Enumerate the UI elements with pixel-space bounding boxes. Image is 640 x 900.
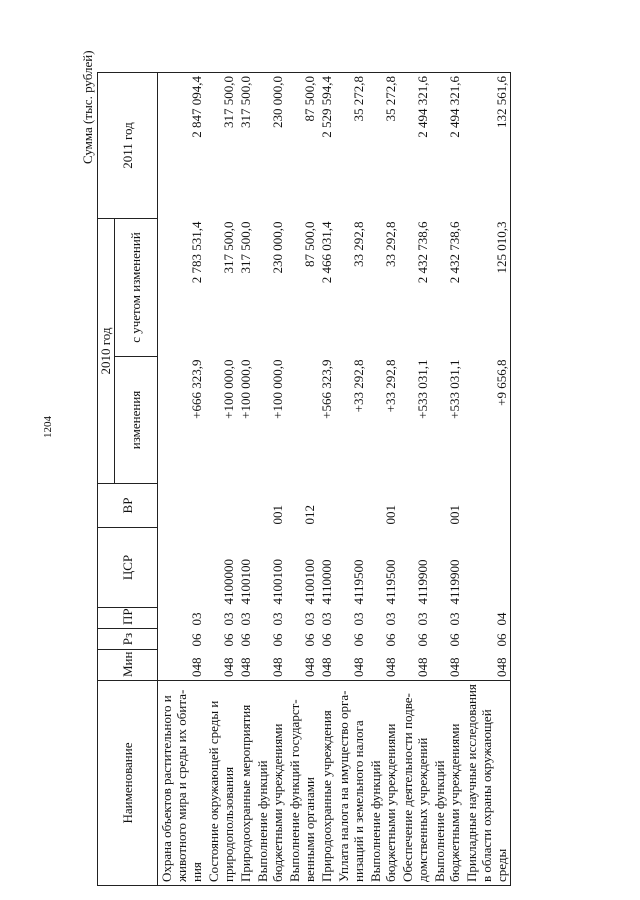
row-pr: 03 xyxy=(351,612,366,626)
row-csr: 4119900 xyxy=(415,559,430,605)
row-csr: 4100000 xyxy=(221,559,236,605)
row-changes: +666 323,9 xyxy=(189,359,204,419)
table-row xyxy=(237,73,254,886)
row-name: Охрана объектов растительного и животного мира и среды их обита-ния xyxy=(158,681,206,886)
row-vr xyxy=(399,484,431,528)
row-2011: 230 000,0 xyxy=(254,73,286,219)
row-2011: 317 500,0 xyxy=(237,73,254,219)
table-row xyxy=(399,73,431,886)
row-min: 048 xyxy=(189,657,204,677)
row-min: 048 xyxy=(383,657,398,677)
budget-table xyxy=(97,72,511,886)
row-pr: 03 xyxy=(447,612,462,626)
table-row xyxy=(431,73,463,886)
row-pr: 03 xyxy=(415,612,430,626)
header-csr: ЦСР xyxy=(98,528,158,608)
row-with-changes: 2 432 738,6 xyxy=(447,221,462,284)
row-changes: +33 292,8 xyxy=(383,359,398,413)
row-csr: 4100100 xyxy=(302,559,317,605)
table-row xyxy=(158,73,206,886)
row-csr xyxy=(158,528,206,608)
row-name: Выполнение функций бюджетными учреждениями xyxy=(367,681,399,886)
row-with-changes: 2 432 738,6 xyxy=(415,221,430,284)
row-vr: 012 xyxy=(302,505,317,525)
row-changes: +566 323,9 xyxy=(319,359,334,419)
row-vr xyxy=(158,484,206,528)
row-name: Выполнение функций государст-венными органами xyxy=(286,681,318,886)
header-min: Мин xyxy=(98,650,158,681)
row-min: 048 xyxy=(351,657,366,677)
units-caption: Сумма (тыс. рублей) xyxy=(80,50,95,164)
table-row xyxy=(254,73,286,886)
row-2011: 2 847 094,4 xyxy=(158,73,206,219)
row-with-changes: 2 466 031,4 xyxy=(319,221,334,284)
row-name: Уплата налога на имущество орга-низаций и земельного налога xyxy=(335,681,367,886)
row-rz: 06 xyxy=(270,633,285,647)
table-row xyxy=(367,73,399,886)
row-rz: 06 xyxy=(447,633,462,647)
row-name: Обеспечение деятельности подве-домственных учреждений xyxy=(399,681,431,886)
row-rz: 06 xyxy=(351,633,366,647)
row-csr: 4119500 xyxy=(351,559,366,605)
row-csr xyxy=(463,528,511,608)
header-name: Наименование xyxy=(98,681,158,886)
header-with-changes: с учетом изменений xyxy=(115,219,158,357)
row-vr: 001 xyxy=(447,505,462,525)
table-row xyxy=(318,73,335,886)
row-2011: 132 561,6 xyxy=(463,73,511,219)
row-vr xyxy=(463,484,511,528)
row-changes: +100 000,0 xyxy=(221,359,236,419)
row-rz: 06 xyxy=(238,633,253,647)
row-2011: 317 500,0 xyxy=(205,73,237,219)
row-min: 048 xyxy=(221,657,236,677)
row-changes: +33 292,8 xyxy=(351,359,366,413)
row-changes: +100 000,0 xyxy=(238,359,253,419)
header-rz: Рз xyxy=(98,629,158,650)
row-name: Прикладные научные исследования в области охраны окружающей среды xyxy=(463,681,511,886)
row-rz: 06 xyxy=(221,633,236,647)
row-changes: +100 000,0 xyxy=(270,359,285,419)
row-with-changes: 33 292,8 xyxy=(351,221,366,267)
header-changes: изменения xyxy=(115,357,158,484)
row-pr: 03 xyxy=(238,612,253,626)
row-min: 048 xyxy=(270,657,285,677)
row-2011: 35 272,8 xyxy=(335,73,367,219)
row-min: 048 xyxy=(415,657,430,677)
header-2010: 2010 год xyxy=(98,219,115,484)
row-rz: 06 xyxy=(383,633,398,647)
row-pr: 03 xyxy=(189,612,204,626)
row-2011: 2 494 321,6 xyxy=(399,73,431,219)
row-pr: 03 xyxy=(319,612,334,626)
row-changes xyxy=(286,357,318,484)
table-row xyxy=(463,73,511,886)
row-pr: 03 xyxy=(302,612,317,626)
row-pr: 04 xyxy=(463,608,511,629)
row-with-changes: 87 500,0 xyxy=(302,221,317,267)
row-rz: 06 xyxy=(302,633,317,647)
row-csr: 4100100 xyxy=(238,559,253,605)
row-name: Состояние окружающей среды и природопользования xyxy=(205,681,237,886)
row-with-changes: 230 000,0 xyxy=(270,221,285,274)
header-vr: ВР xyxy=(98,484,158,528)
table-body xyxy=(158,73,511,886)
header-pr: ПР xyxy=(98,608,158,629)
row-2011: 2 529 594,4 xyxy=(318,73,335,219)
row-changes: +533 031,1 xyxy=(447,359,462,419)
row-min: 048 xyxy=(319,657,334,677)
row-min: 048 xyxy=(302,657,317,677)
row-csr: 4100100 xyxy=(270,559,285,605)
table-row xyxy=(286,73,318,886)
row-vr xyxy=(205,484,237,528)
row-pr: 03 xyxy=(221,612,236,626)
row-min: 048 xyxy=(463,650,511,681)
row-pr: 03 xyxy=(270,612,285,626)
row-name: Природоохранные мероприятия xyxy=(237,681,254,886)
row-with-changes: 125 010,3 xyxy=(463,219,511,357)
row-name: Выполнение функций бюджетными учреждениями xyxy=(431,681,463,886)
row-pr: 03 xyxy=(383,612,398,626)
row-min: 048 xyxy=(447,657,462,677)
row-2011: 35 272,8 xyxy=(367,73,399,219)
row-2011: 2 494 321,6 xyxy=(431,73,463,219)
row-name: Выполнение функций бюджетными учреждениями xyxy=(254,681,286,886)
row-rz: 06 xyxy=(189,633,204,647)
row-min: 048 xyxy=(238,657,253,677)
row-vr: 001 xyxy=(383,505,398,525)
table-row xyxy=(205,73,237,886)
row-with-changes: 317 500,0 xyxy=(221,221,236,274)
row-csr: 4119900 xyxy=(447,559,462,605)
header-2011: 2011 год xyxy=(98,73,158,219)
table-row xyxy=(335,73,367,886)
row-vr xyxy=(318,484,335,528)
table-header xyxy=(98,73,158,886)
row-name: Природоохранные учреждения xyxy=(318,681,335,886)
row-vr xyxy=(237,484,254,528)
row-csr: 4119500 xyxy=(383,559,398,605)
row-with-changes: 317 500,0 xyxy=(238,221,253,274)
row-with-changes: 2 783 531,4 xyxy=(189,221,204,284)
row-changes: +9 656,8 xyxy=(463,357,511,484)
row-2011: 87 500,0 xyxy=(286,73,318,219)
row-rz: 06 xyxy=(415,633,430,647)
page-number: 1204 xyxy=(42,416,54,438)
row-vr xyxy=(335,484,367,528)
row-csr: 4110000 xyxy=(319,559,334,605)
row-rz: 06 xyxy=(463,629,511,650)
row-with-changes: 33 292,8 xyxy=(383,221,398,267)
row-rz: 06 xyxy=(319,633,334,647)
row-vr: 001 xyxy=(270,505,285,525)
row-changes: +533 031,1 xyxy=(415,359,430,419)
